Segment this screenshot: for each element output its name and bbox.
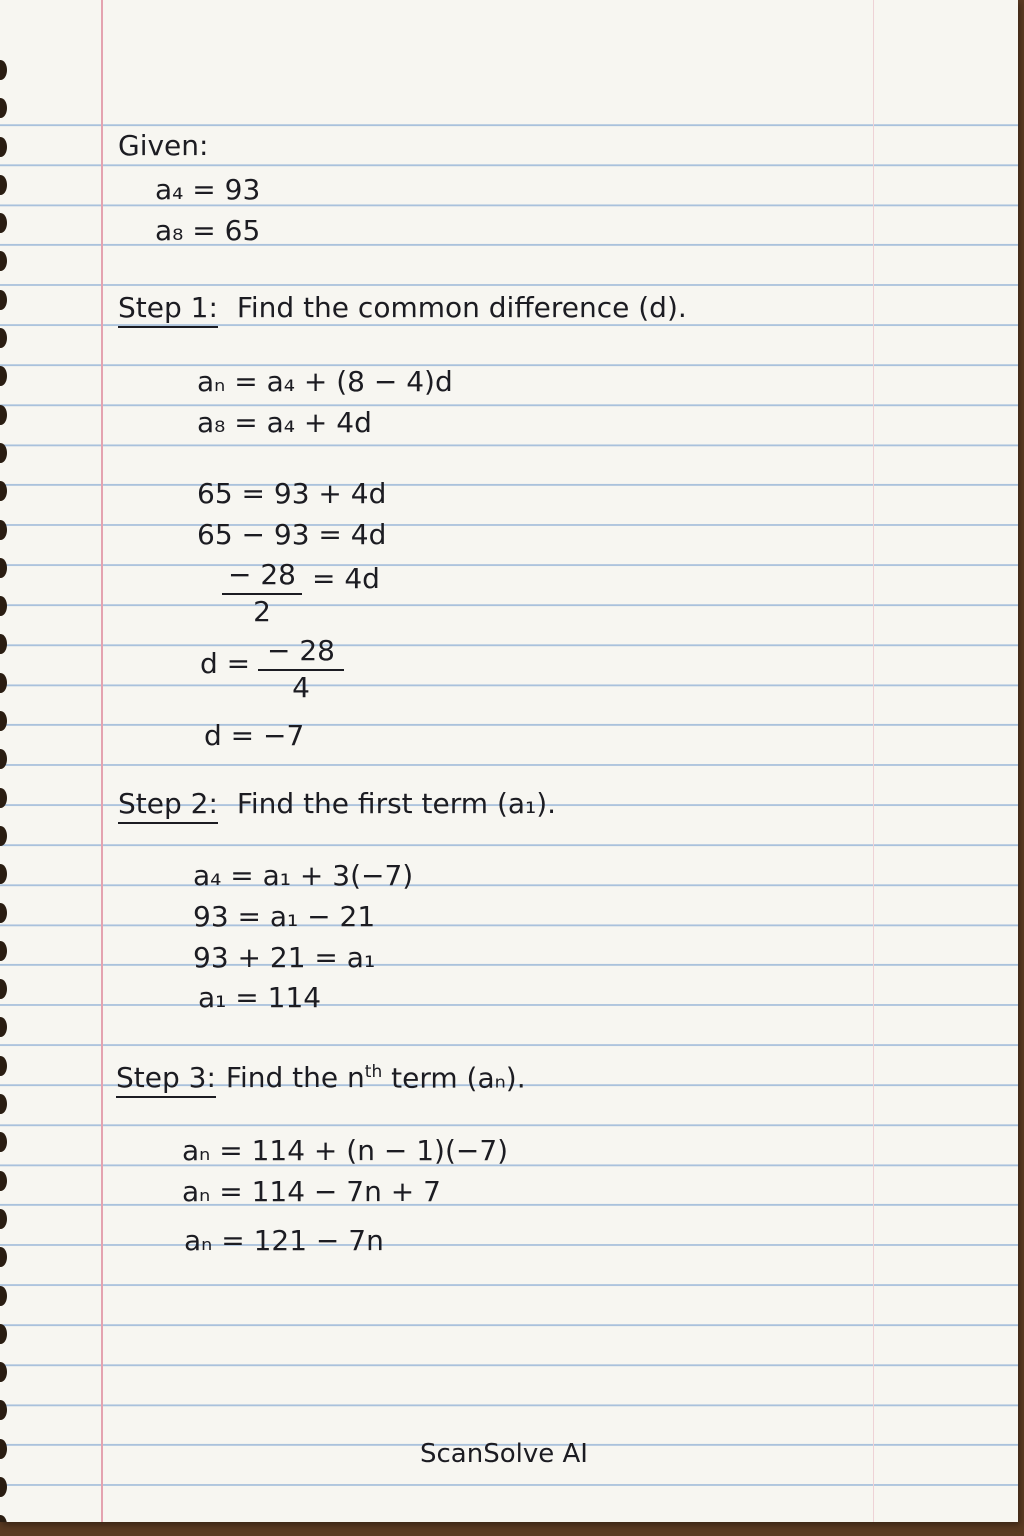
step3-label: Step 3: bbox=[116, 1061, 216, 1098]
step2-line-3: 93 + 21 = a₁ bbox=[193, 941, 376, 974]
right-margin-line bbox=[873, 0, 874, 1522]
step1-line-1: aₙ = a₄ + (8 − 4)d bbox=[197, 365, 453, 398]
fraction-neg28-over-2 bbox=[222, 560, 302, 628]
step3-line-2: aₙ = 114 − 7n + 7 bbox=[182, 1175, 441, 1208]
step3-heading bbox=[116, 1061, 526, 1095]
step2-line-2: 93 = a₁ − 21 bbox=[193, 900, 376, 933]
step3-text-pre: Find the n bbox=[225, 1061, 365, 1095]
step2-heading bbox=[118, 787, 557, 820]
step1-line-3: 65 = 93 + 4d bbox=[197, 477, 387, 510]
step3-text-sup: th bbox=[364, 1062, 383, 1082]
step2-text: Find the first term (a₁). bbox=[236, 787, 557, 820]
step2-label: Step 2: bbox=[118, 787, 218, 824]
step1-line-2: a₈ = a₄ + 4d bbox=[197, 406, 372, 439]
step1-text: Find the common difference (d). bbox=[236, 291, 687, 324]
given-label: Given: bbox=[118, 129, 209, 162]
given-line-2: a₈ = 65 bbox=[155, 214, 261, 247]
fraction-numerator: − 28 bbox=[267, 634, 335, 667]
fraction-neg28-over-4 bbox=[258, 636, 344, 704]
step3-line-1: aₙ = 114 + (n − 1)(−7) bbox=[182, 1134, 509, 1167]
step2-line-4: a₁ = 114 bbox=[198, 981, 322, 1014]
step3-text-post: term (aₙ). bbox=[382, 1061, 526, 1095]
step3-line-3: aₙ = 121 − 7n bbox=[184, 1224, 384, 1257]
step1-line-4: 65 − 93 = 4d bbox=[197, 518, 387, 551]
step1-heading bbox=[118, 291, 687, 324]
step1-label: Step 1: bbox=[118, 291, 218, 328]
given-line-1: a₄ = 93 bbox=[155, 173, 261, 206]
fraction-numerator: − 28 bbox=[228, 558, 296, 591]
step1-result: d = −7 bbox=[204, 719, 305, 752]
margin-line bbox=[101, 0, 103, 1522]
fraction-denominator: 2 bbox=[253, 594, 271, 628]
fraction-1-rhs: = 4d bbox=[312, 562, 380, 595]
fraction-2-lhs: d = bbox=[200, 647, 251, 680]
step2-line-1: a₄ = a₁ + 3(−7) bbox=[193, 859, 414, 892]
footer-brand: ScanSolve AI bbox=[420, 1439, 588, 1469]
fraction-denominator: 4 bbox=[292, 670, 310, 704]
spiral-holes bbox=[0, 60, 7, 1522]
